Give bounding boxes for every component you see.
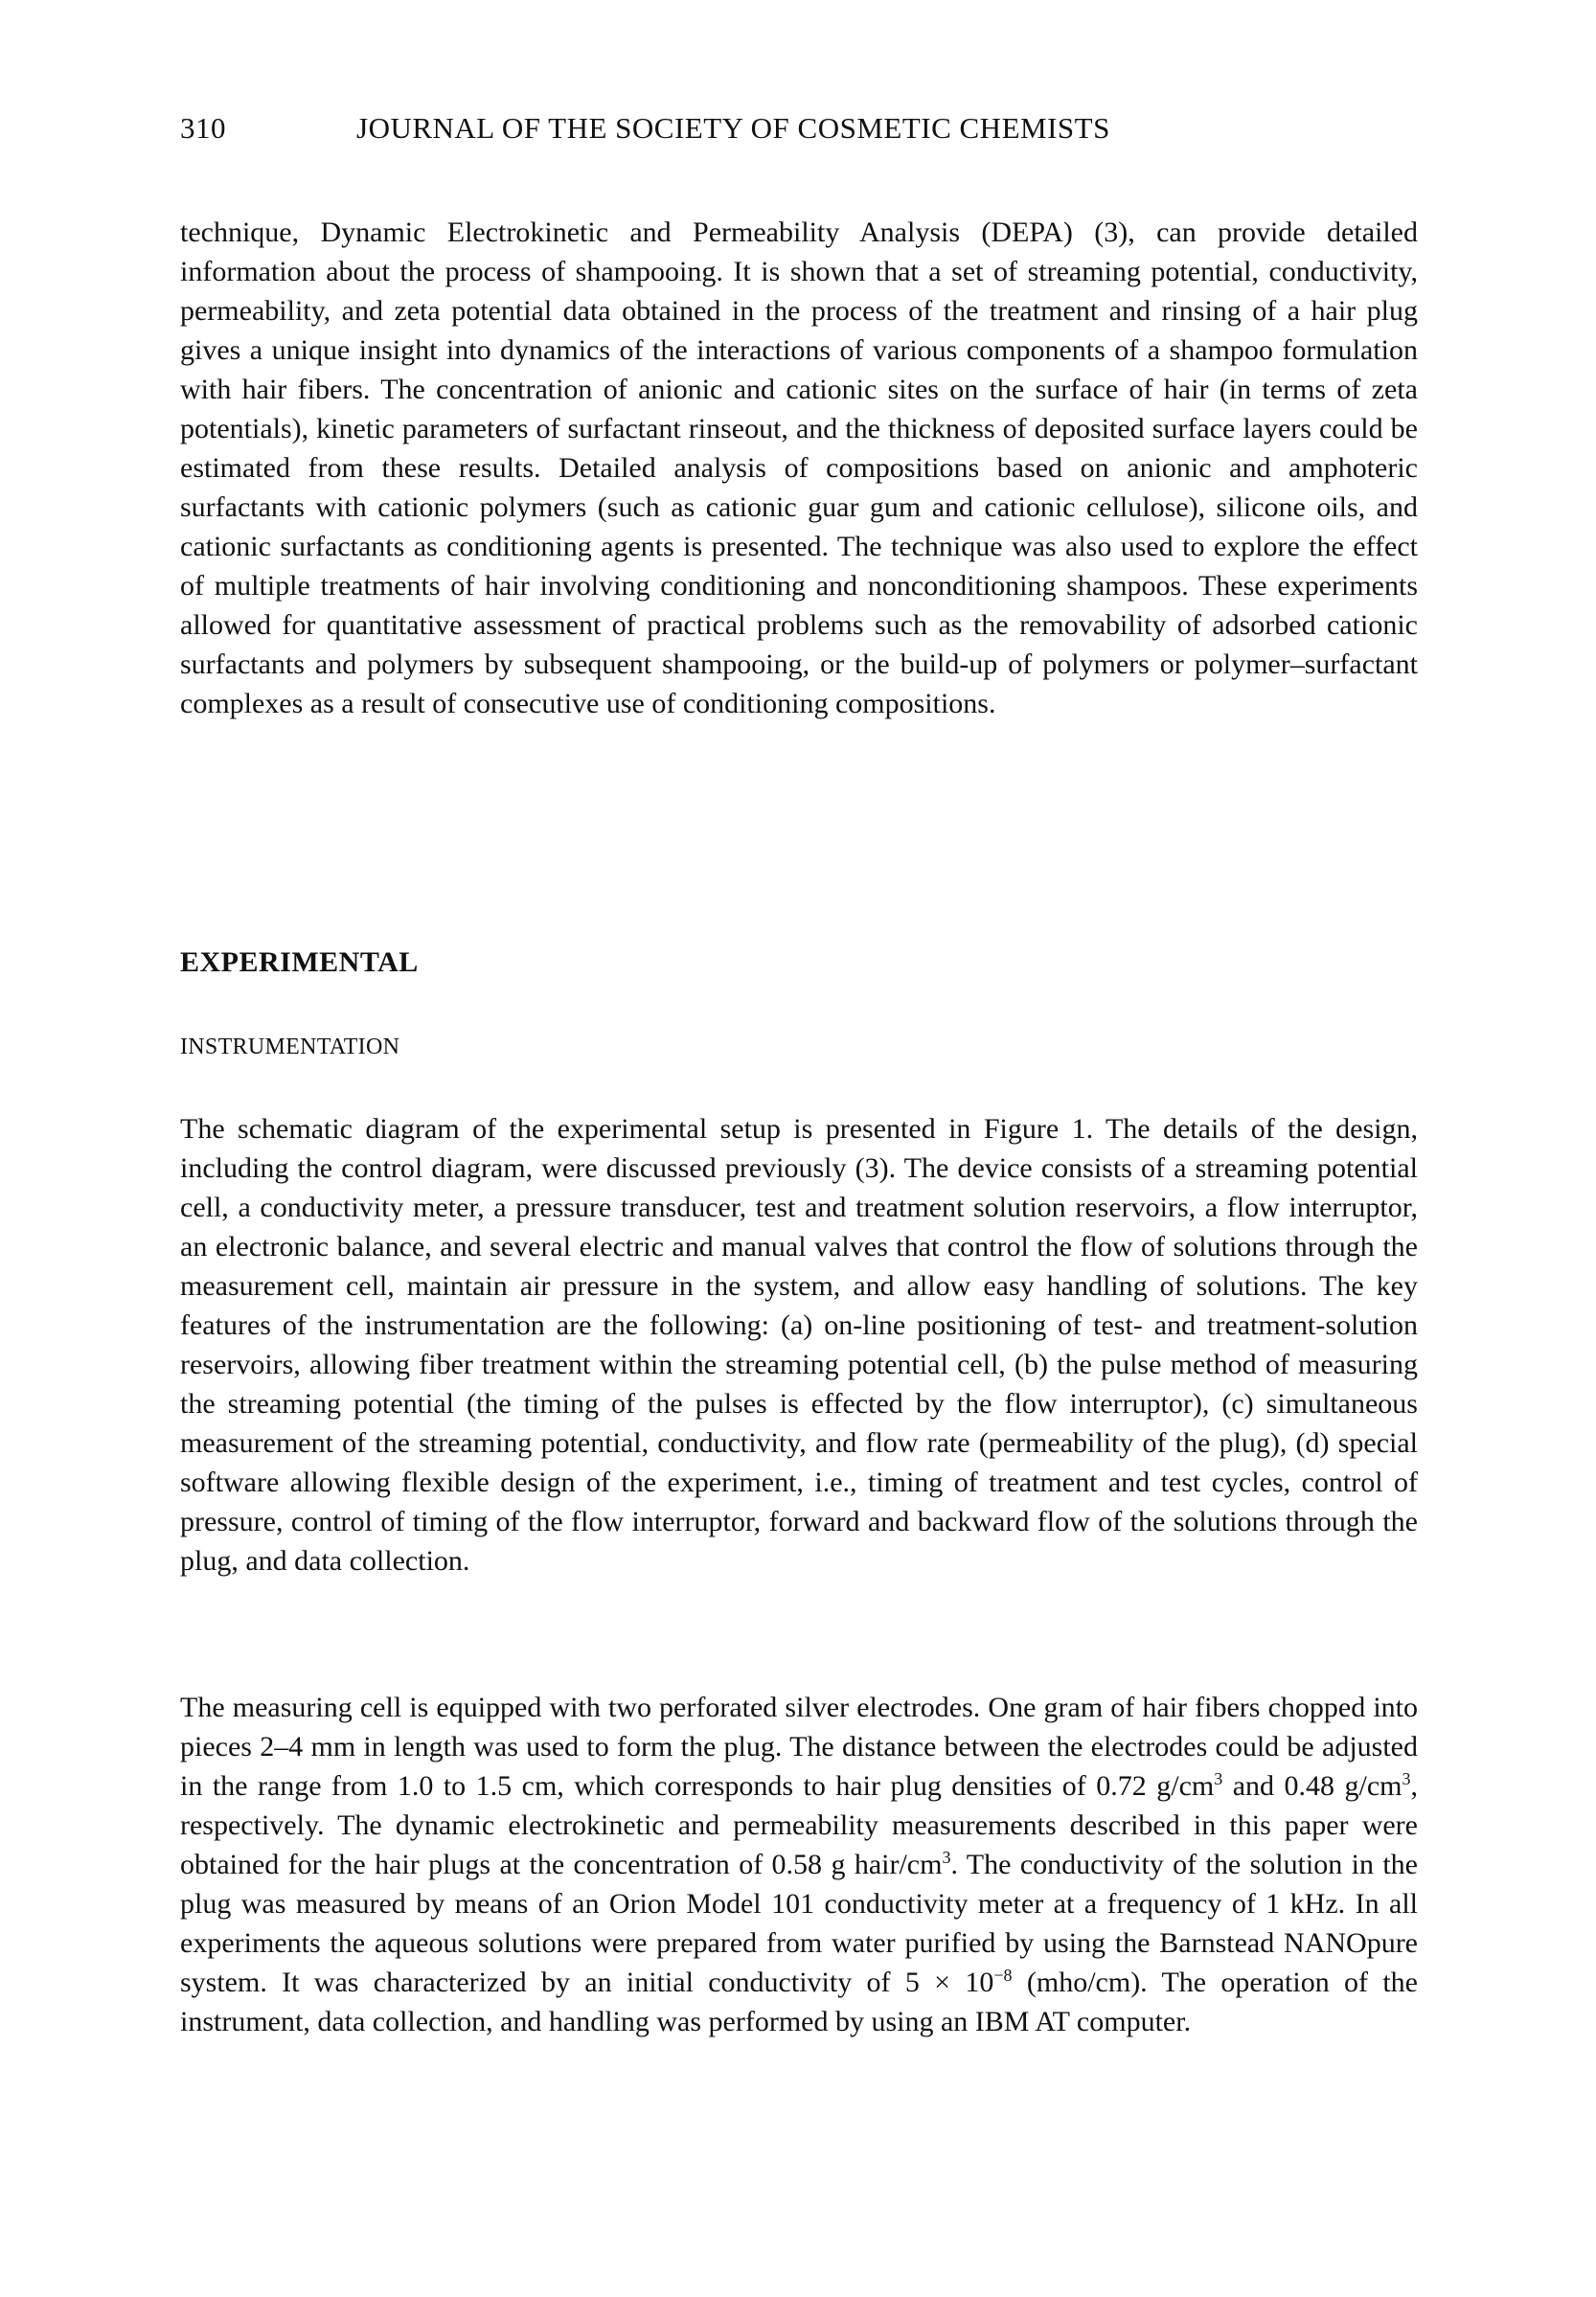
text-run: The measuring cell is equipped with two perforated silver electrodes. One gram of hair fibers chopped into pieces 2–4 mm in length was used to form the plug. The distance between the electrodes could be adjusted in the range from 1.0 to 1.5 cm, which corresponds to hair plug densities of 0.72 g/cm (180, 1692, 1418, 1802)
journal-title: JOURNAL OF THE SOCIETY OF COSMETIC CHEMISTS (356, 111, 1110, 145)
superscript: 3 (1214, 1769, 1223, 1788)
text-run: . The conductivity of the solution in the plug was measured by means of an Orion Model 101 conductivity meter at a frequency of 1 kHz. In all experiments the aqueous solutions were prepared from water purified by using the Barnstead NANOpure system. It was characterized by an initial conductivity of 5 × 10 (180, 1849, 1418, 1998)
superscript: −8 (993, 1966, 1013, 1985)
instrumentation-paragraph-1: The schematic diagram of the experimental setup is presented in Figure 1. The details of the design, including the control diagram, were discussed previously (3). The device consists of a streaming potential cell, a conductivity meter, a pressure transducer, test and treatment solution reservoirs, a flow interruptor, an electronic balance, and several electric and manual valves that control the flow of solutions through the measurement cell, maintain air pressure in the system, and allow easy handling of solutions. The key features of the instrumentation are the following: (a) on-line positioning of test- and treatment-solution reservoirs, allowing fiber treatment within the streaming potential cell, (b) the pulse method of measuring the streaming potential (the timing of the pulses is effected by the flow interruptor), (c) simultaneous measurement of the streaming potential, conductivity, and flow rate (permeability of the plug), (d) special software allowing flexible design of the experiment, i.e., timing of treatment and test cycles, control of pressure, control of timing of the flow interruptor, forward and backward flow of the solutions through the plug, and data collection. (180, 1113, 1418, 1577)
subsection-heading-instrumentation: INSTRUMENTATION (180, 1035, 400, 1059)
superscript: 3 (1402, 1769, 1411, 1788)
text-run: , respectively. The dynamic electrokinetic and permeability measurements described in this paper were obtained for the hair plugs at the concentration of 0.58 g hair/cm (180, 1770, 1418, 1880)
text-run: and 0.48 g/cm (1222, 1770, 1402, 1802)
section-heading-experimental: EXPERIMENTAL (180, 946, 419, 978)
running-head (180, 107, 1418, 149)
text-run: (mho/cm). The operation of the instrument, data collection, and handling was performed by using an IBM AT computer. (180, 1967, 1418, 2037)
superscript: 3 (942, 1848, 951, 1867)
page-number: 310 (180, 111, 226, 145)
instrumentation-paragraph-2 (180, 1688, 1418, 2041)
intro-paragraph: technique, Dynamic Electrokinetic and Permeability Analysis (DEPA) (3), can provide detailed information about the process of shampooing. It is shown that a set of streaming potential, conductivity, permeability, and zeta potential data obtained in the process of the treatment and rinsing of a hair plug gives a unique insight into dynamics of the interactions of various components of a shampoo formulation with hair fibers. The concentration of anionic and cationic sites on the surface of hair (in terms of zeta potentials), kinetic parameters of surfactant rinseout, and the thickness of deposited surface layers could be estimated from these results. Detailed analysis of compositions based on anionic and amphoteric surfactants with cationic polymers (such as cationic guar gum and cationic cellulose), silicone oils, and cationic surfactants as conditioning agents is presented. The technique was also used to explore the effect of multiple treatments of hair involving conditioning and nonconditioning shampoos. These experiments allowed for quantitative assessment of practical problems such as the removability of adsorbed cationic surfactants and polymers by subsequent shampooing, or the build-up of polymers or polymer–surfactant complexes as a result of consecutive use of conditioning compositions. (180, 216, 1418, 719)
